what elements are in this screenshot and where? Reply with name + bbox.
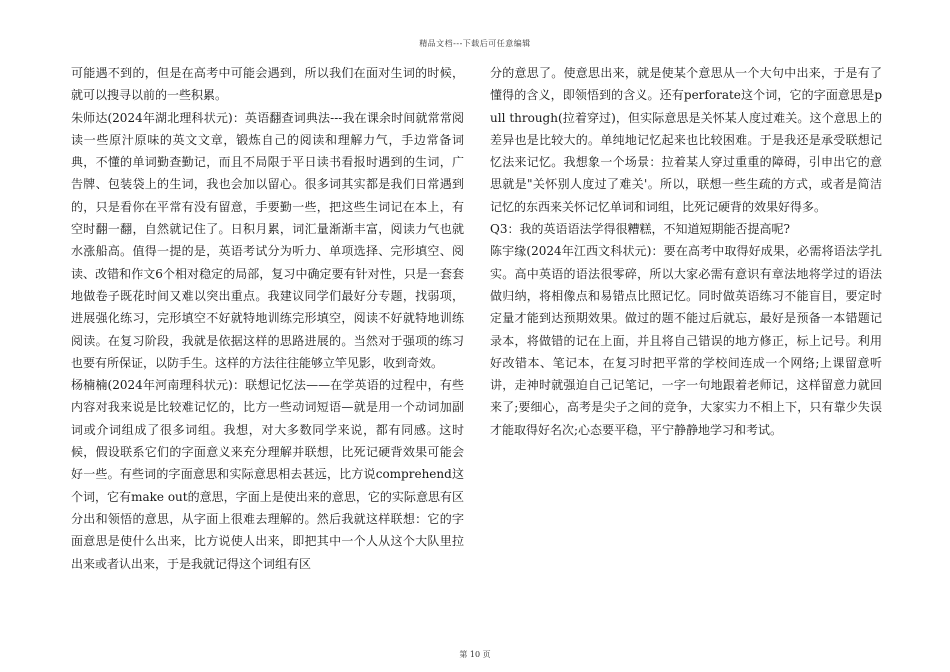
paragraph-continuation: 可能遇不到的，但是在高考中可能会遇到，所以我们在面对生词的时候，就可以搜寻以前的一些积累。 — [71, 66, 464, 103]
question-q3: Q3：我的英语语法学得很糟糕，不知道短期能否提高呢? — [490, 222, 790, 237]
paragraph-yang-nannan: 杨楠楠(2024年河南理科状元)：联想记忆法——在学英语的过程中，有些内容对我来说是比较难记忆的，比方一些动词短语—就是用一个动词加副词或介词组成了很多词组。我想，对大多数同学来说，都有同感。这时候，假设联系它们的字面意义来充分理解并联想，比死记硬背效果可能会好一些。有些词的字面意思和实际意思相去甚远，比方说comprehend这个词，它有make out的意思，字面上是使出来的意思，它的实际意思有区分出和领悟的意思，从字面上很难去理解的。然后我就这样联想：它的字面意思是使什么出来，比方说使人出来，即把其中一个人从这个大队里拉出来或者认出来，于是我就记得这个词组有区 — [71, 378, 464, 571]
paragraph-association-memory: 分的意思了。使意思出来，就是使某个意思从一个大句中出来，于是有了懂得的含义，即领悟到的含义。还有perforate这个词，它的字面意思是pull through(拉着穿过)，但实际意思是关怀某人度过难关。这个意思上的差异也是比较大的。单纯地记忆起来也比较困难。于是我还是承受联想记忆法来记忆。我想象一个场景：拉着某人穿过重重的障碍，引申出它的意思就是"关怀别人度过了难关'。所以，联想一些生疏的方式，或者是简洁记忆的东西来关怀记忆单词和词组，比死记硬背的效果好得多。 — [490, 66, 882, 214]
right-column — [490, 62, 882, 441]
paragraph-chen-yuyuan: 陈宇缘(2024年江西文科状元)：要在高考中取得好成果，必需将语法学扎实。高中英语的语法很零碎，所以大家必需有意识有章法地将学过的语法做归纳，将相像点和易错点比照记忆。同时做英语练习不能盲目，要定时定量才能到达预期效果。做过的题不能过后就忘，最好是预备一本错题记录本，将做错的记在上面，并且将自己错误的地方修正，标上记号。利用好改错本、笔记本，在复习时把平常的学校间连成一个网络;上课留意听讲，走神时就强迫自己记笔记，一字一句地跟着老师记，这样留意力就回来了;要细心，高考是尖子之间的竞争，大家实力不相上下，只有靠少失误才能取得好名次;心态要平稳，平宁静静地学习和考试。 — [490, 244, 882, 437]
left-column — [71, 62, 464, 575]
page-number: 第 10 页 — [459, 650, 491, 659]
paragraph-zhu-shida: 朱师达(2024年湖北理科状元)：英语翻查词典法---我在课余时间就常常阅读一些原汁原味的英文文章，锻炼自己的阅读和理解力气，手边常备词典，不懂的单词勤查勤记，而且不局限于平日读书看报时遇到的生词，广告牌、包装袋上的生词，我也会加以留心。很多词其实都是我们日常遇到的，只是看你在平常有没有留意，手要勤一些，把这些生词记在本上，有空时翻一翻，自然就记住了。日积月累，词汇量渐渐丰富，阅读力气也就水涨船高。值得一提的是，英语考试分为听力、单项选择、完形填空、阅读、改错和作文6个相对稳定的局部，复习中确定要有针对性，只是一套套地做卷子既花时间又难以突出重点。我建议同学们最好分专题，找弱项，进展强化练习，完形填空不好就特地训练完形填空，阅读不好就特地训练阅读。在复习阶段，我就是依据这样的思路进展的。当然对于强项的练习也要有所保证，以防手生。这样的方法往往能够立竿见影，收到奇效。 — [71, 110, 464, 370]
page-header: 精品文档---下载后可任意编辑 — [419, 39, 531, 48]
